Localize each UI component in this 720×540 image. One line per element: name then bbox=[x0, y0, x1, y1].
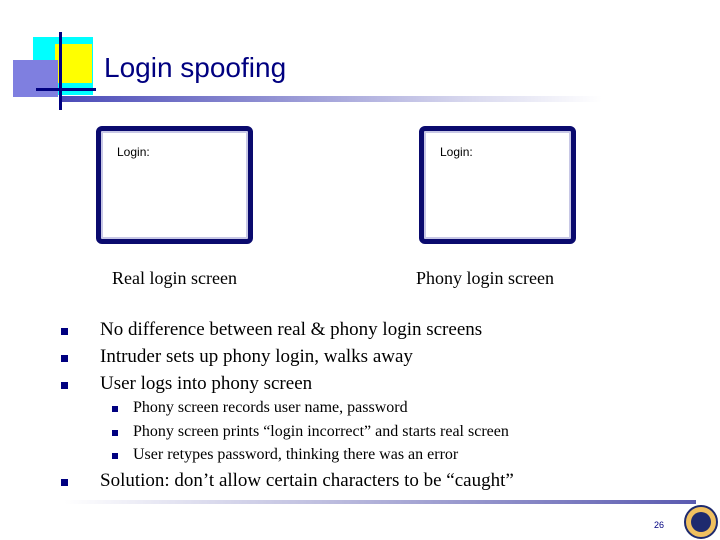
real-login-screen bbox=[96, 126, 253, 244]
title-decoration-blue bbox=[13, 60, 58, 97]
bullet-marker-icon bbox=[61, 382, 68, 389]
bullet-item: Solution: don’t allow certain characters to be “caught” bbox=[100, 470, 514, 491]
bullet-item: No difference between real & phony login screens bbox=[100, 319, 483, 340]
page-number: 26 bbox=[654, 520, 665, 530]
phony-login-prompt: Login: bbox=[440, 145, 473, 159]
slide-title: Login spoofing bbox=[104, 52, 287, 83]
title-decoration-horizontal-line bbox=[36, 88, 96, 91]
footer-rule bbox=[64, 500, 696, 504]
sub-bullet-marker-icon bbox=[112, 430, 118, 436]
phony-login-screen bbox=[419, 126, 576, 244]
sub-bullet-item: Phony screen prints “login incorrect” and starts real screen bbox=[133, 423, 509, 440]
bullet-item: User logs into phony screen bbox=[100, 373, 313, 394]
bullet-item: Intruder sets up phony login, walks away bbox=[100, 346, 413, 367]
real-screen-caption: Real login screen bbox=[112, 268, 237, 288]
bullet-marker-icon bbox=[61, 328, 68, 335]
sub-bullet-marker-icon bbox=[112, 453, 118, 459]
sub-bullet-item: User retypes password, thinking there was an error bbox=[133, 446, 459, 463]
bullet-marker-icon bbox=[61, 479, 68, 486]
title-underline bbox=[62, 96, 602, 102]
seal-center bbox=[691, 512, 711, 532]
phony-screen-caption: Phony login screen bbox=[416, 268, 554, 288]
sub-bullet-item: Phony screen records user name, password bbox=[133, 399, 408, 416]
real-login-prompt: Login: bbox=[117, 145, 150, 159]
university-seal-logo bbox=[684, 505, 718, 539]
sub-bullet-marker-icon bbox=[112, 406, 118, 412]
bullet-marker-icon bbox=[61, 355, 68, 362]
